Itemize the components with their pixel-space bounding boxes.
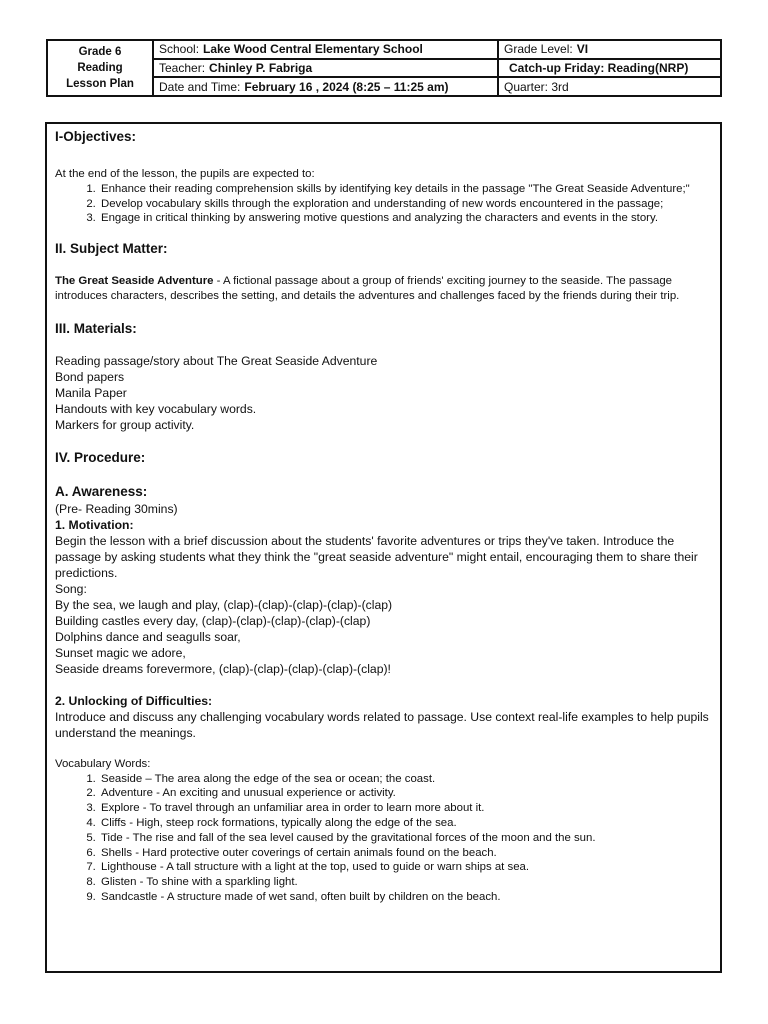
teacher-value: Chinley P. Fabriga	[209, 61, 313, 75]
grade-label: Grade 6	[78, 46, 122, 58]
subject-matter-description: - A fictional passage about a group of friends' exciting journey to the seaside. The passage introduces characters, describes the setting, and details the adventures and challenges faced by the friends during their trip.	[55, 274, 680, 303]
motivation-text: Begin the lesson with a brief discussion about the students' favorite adventures or trips they've taken. Introduce the passage by asking students what they think the "great seaside adventure" might entail, encouraging them to share their predictions.	[55, 533, 698, 580]
header-info-cell	[154, 41, 499, 95]
motivation-heading: 1. Motivation:	[55, 517, 134, 532]
grade-level-value: VI	[576, 42, 589, 57]
vocab-item: 2. Adventure - An exciting and unusual experience or activity.	[99, 786, 712, 801]
header-title-cell	[48, 41, 154, 95]
vocab-list	[55, 772, 712, 905]
lesson-body	[45, 122, 722, 973]
quarter-label: Quarter: 3rd	[504, 79, 569, 94]
material-item: Reading passage/story about The Great Seaside Adventure	[55, 353, 378, 368]
doc-type-label: Lesson Plan	[66, 78, 134, 90]
datetime-row	[154, 76, 497, 95]
subject-matter-heading: II. Subject Matter:	[55, 240, 168, 256]
school-value: Lake Wood Central Elementary School	[203, 42, 423, 57]
unlocking-heading: 2. Unlocking of Difficulties:	[55, 693, 213, 708]
vocab-label: Vocabulary Words:	[55, 757, 151, 770]
subject-label: Reading	[77, 62, 123, 74]
school-row	[154, 41, 497, 58]
objectives-intro: At the end of the lesson, the pupils are expected to:	[55, 168, 315, 180]
song-line: Building castles every day, (clap)-(clap)-(clap)-(clap)-(clap)	[55, 613, 371, 628]
song-line: Seaside dreams forevermore, (clap)-(clap)-(clap)-(clap)-(clap)!	[55, 661, 391, 676]
materials-heading: III. Materials:	[55, 320, 137, 336]
vocab-item: 3. Explore - To travel through an unfamiliar area in order to learn more about it.	[99, 801, 712, 816]
datetime-label: Date and Time:	[159, 79, 241, 94]
grade-level-row	[499, 41, 720, 58]
header-table	[46, 39, 722, 97]
teacher-label: Teacher:	[159, 61, 206, 75]
vocab-item: 5. Tide - The rise and fall of the sea level caused by the gravitational forces of the moon and the sun.	[99, 831, 712, 846]
procedure-heading: IV. Procedure:	[55, 449, 146, 465]
vocab-item: 9. Sandcastle - A structure made of wet sand, often built by children on the beach.	[99, 890, 712, 905]
vocab-item: 1. Seaside – The area along the edge of the sea or ocean; the coast.	[99, 772, 712, 787]
vocab-item: 4. Cliffs - High, steep rock formations, typically along the edge of the sea.	[99, 816, 712, 831]
song-line: By the sea, we laugh and play, (clap)-(clap)-(clap)-(clap)-(clap)	[55, 597, 393, 612]
unlocking-text: Introduce and discuss any challenging vocabulary words related to passage. Use context real-life examples to help pupils understand the meanings.	[55, 709, 709, 740]
objectives-heading: I-Objectives:	[55, 129, 137, 144]
objective-item: 1. Enhance their reading comprehension skills by identifying key details in the passage "The Great Seaside Adventure;"	[99, 182, 712, 197]
song-line: Dolphins dance and seagulls soar,	[55, 629, 241, 644]
subject-matter-title: The Great Seaside Adventure	[55, 274, 214, 287]
program-row	[499, 58, 720, 77]
vocab-item: 7. Lighthouse - A tall structure with a light at the top, used to guide or warn ships at sea.	[99, 860, 712, 875]
awareness-heading: A. Awareness:	[55, 483, 148, 499]
material-item: Manila Paper	[55, 385, 127, 400]
school-label: School:	[159, 42, 200, 57]
material-item: Bond papers	[55, 369, 125, 384]
program-label: Catch-up Friday: Reading(NRP)	[509, 61, 689, 75]
teacher-row	[154, 58, 497, 77]
datetime-value: February 16 , 2024 (8:25 – 11:25 am)	[244, 79, 449, 94]
awareness-note: (Pre- Reading 30mins)	[55, 501, 178, 516]
material-item: Handouts with key vocabulary words.	[55, 401, 257, 416]
header-meta-cell	[499, 41, 720, 95]
objectives-list	[55, 182, 712, 226]
song-lyrics	[55, 597, 712, 677]
song-line: Sunset magic we adore,	[55, 645, 186, 660]
materials-list	[55, 353, 712, 433]
song-label: Song:	[55, 581, 87, 596]
material-item: Markers for group activity.	[55, 417, 195, 432]
quarter-row	[499, 76, 720, 95]
grade-level-label: Grade Level:	[504, 42, 573, 57]
vocab-item: 8. Glisten - To shine with a sparkling light.	[99, 875, 712, 890]
vocab-item: 6. Shells - Hard protective outer coverings of certain animals found on the beach.	[99, 846, 712, 861]
subject-matter-text	[55, 274, 712, 305]
objective-item: 2. Develop vocabulary skills through the exploration and understanding of new words encountered in the passage;	[99, 197, 712, 212]
objective-item: 3. Engage in critical thinking by answering motive questions and analyzing the characters and events in the story.	[99, 211, 712, 226]
